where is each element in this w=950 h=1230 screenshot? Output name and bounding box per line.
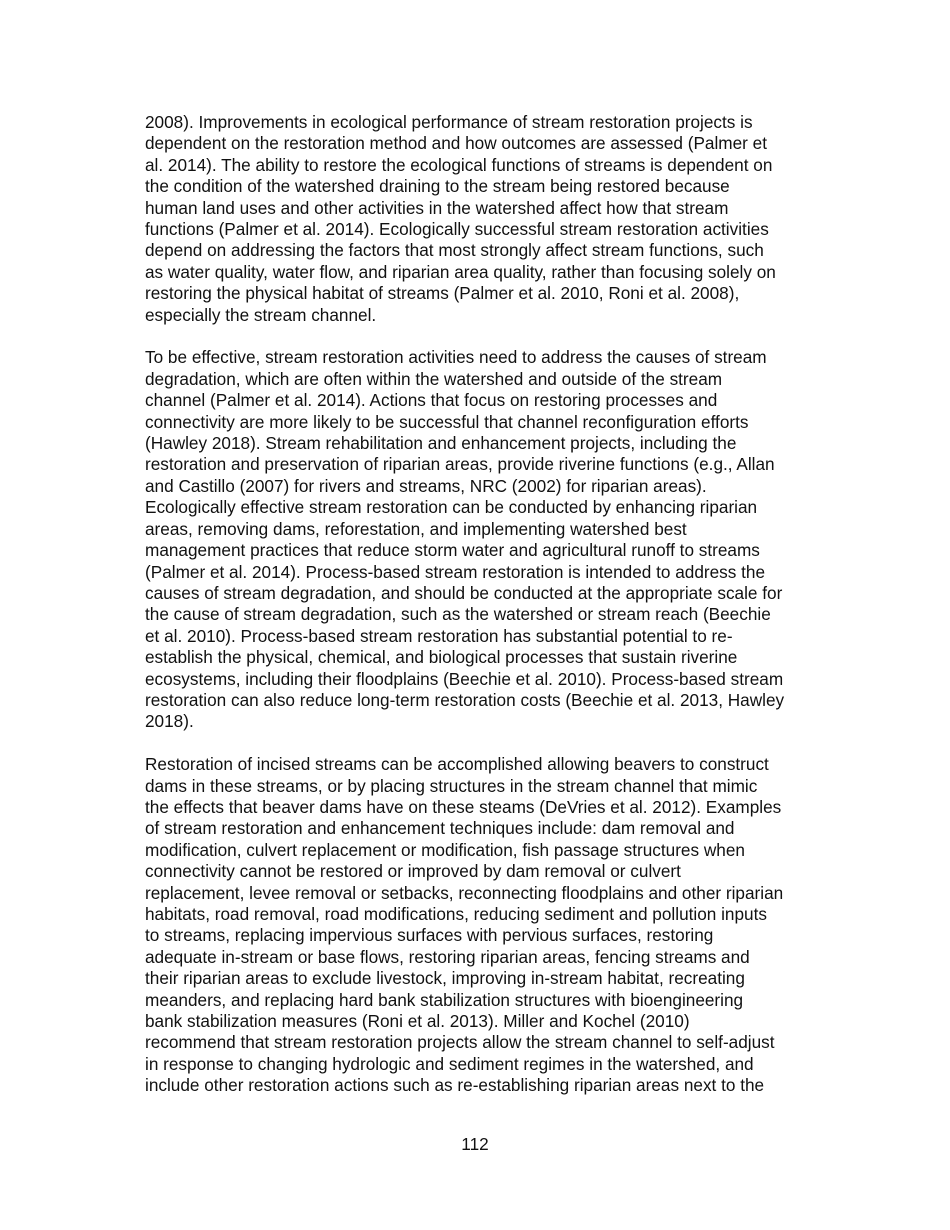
text-line: the cause of stream degradation, such as the watershed or stream reach (Beechie: [145, 604, 771, 625]
text-line: human land uses and other activities in the watershed affect how that stream: [145, 197, 729, 218]
text-line: To be effective, stream restoration activities need to address the causes of stream: [145, 347, 767, 368]
text-line: connectivity cannot be restored or improved by dam removal or culvert: [145, 861, 681, 882]
text-line: establish the physical, chemical, and biological processes that sustain riverine: [145, 647, 738, 668]
text-line: ecosystems, including their floodplains (Beechie et al. 2010). Process-based stream: [145, 668, 784, 689]
text-line: and Castillo (2007) for rivers and streams, NRC (2002) for riparian areas).: [145, 475, 707, 496]
text-line: restoring the physical habitat of streams (Palmer et al. 2010, Roni et al. 2008),: [145, 283, 740, 304]
text-line: recommend that stream restoration projects allow the stream channel to self-adjust: [145, 1032, 775, 1053]
text-line: especially the stream channel.: [145, 304, 377, 325]
text-line: modification, culvert replacement or modification, fish passage structures when: [145, 839, 745, 860]
text-line: degradation, which are often within the watershed and outside of the stream: [145, 368, 723, 389]
text-line: of stream restoration and enhancement techniques include: dam removal and: [145, 818, 735, 839]
text-line: et al. 2010). Process-based stream restoration has substantial potential to re-: [145, 625, 733, 646]
text-line: habitats, road removal, road modifications, reducing sediment and pollution inputs: [145, 904, 767, 924]
paragraph-spacer: [145, 733, 845, 754]
text-line: their riparian areas to exclude livestock, improving in-stream habitat, recreating: [145, 968, 745, 989]
text-line: bank stabilization measures (Roni et al. 2013). Miller and Kochel (2010): [145, 1011, 690, 1032]
text-line: restoration and preservation of riparian areas, provide riverine functions (e.g., Allan: [145, 454, 775, 475]
text-line: dams in these streams, or by placing structures in the stream channel that mimic: [145, 775, 758, 796]
paragraph-spacer: [145, 326, 845, 347]
text-line: connectivity are more likely to be successful that channel reconfiguration efforts: [145, 411, 749, 432]
text-line: to streams, replacing impervious surfaces with pervious surfaces, restoring: [145, 925, 714, 946]
text-line: (Hawley 2018). Stream rehabilitation and enhancement projects, including the: [145, 433, 737, 454]
paragraph-2: [145, 347, 845, 732]
text-line: (Palmer et al. 2014). Process-based stream restoration is intended to address the: [145, 561, 766, 582]
text-line: management practices that reduce storm water and agricultural runoff to streams: [145, 540, 760, 561]
text-line: Restoration of incised streams can be accomplished allowing beavers to construct: [145, 754, 769, 775]
text-line: replacement, levee removal or setbacks, reconnecting floodplains and other riparian: [145, 882, 784, 903]
paragraph-3: [145, 754, 845, 1097]
paragraph-1: [145, 112, 845, 326]
text-line: causes of stream degradation, and should be conducted at the appropriate scale for: [145, 582, 783, 603]
text-line: functions (Palmer et al. 2014). Ecologically successful stream restoration activities: [145, 219, 769, 240]
text-line: 2018).: [145, 711, 194, 732]
text-line: dependent on the restoration method and how outcomes are assessed (Palmer et: [145, 133, 767, 154]
text-line: restoration can also reduce long-term restoration costs (Beechie et al. 2013, Hawley: [145, 689, 785, 710]
text-line: in response to changing hydrologic and sediment regimes in the watershed, and: [145, 1053, 754, 1074]
text-line: al. 2014). The ability to restore the ecological functions of streams is dependent on: [145, 154, 773, 175]
text-line: 2008). Improvements in ecological performance of stream restoration projects is: [145, 112, 753, 132]
text-line: depend on addressing the factors that most strongly affect stream functions, such: [145, 240, 764, 261]
text-line: areas, removing dams, reforestation, and implementing watershed best: [145, 518, 687, 539]
text-line: meanders, and replacing hard bank stabilization structures with bioengineering: [145, 989, 744, 1010]
text-line: the effects that beaver dams have on these steams (DeVries et al. 2012). Examples: [145, 796, 782, 817]
page-number: 112: [461, 1134, 489, 1154]
text-line: Ecologically effective stream restoration can be conducted by enhancing riparian: [145, 497, 758, 518]
text-line: channel (Palmer et al. 2014). Actions that focus on restoring processes and: [145, 390, 718, 411]
text-line: the condition of the watershed draining to the stream being restored because: [145, 176, 730, 197]
text-line: include other restoration actions such as re-establishing riparian areas next to the: [145, 1075, 765, 1096]
body-text: [145, 112, 845, 1097]
text-line: adequate in-stream or base flows, restoring riparian areas, fencing streams and: [145, 946, 750, 967]
text-line: as water quality, water flow, and riparian area quality, rather than focusing solely on: [145, 261, 776, 282]
